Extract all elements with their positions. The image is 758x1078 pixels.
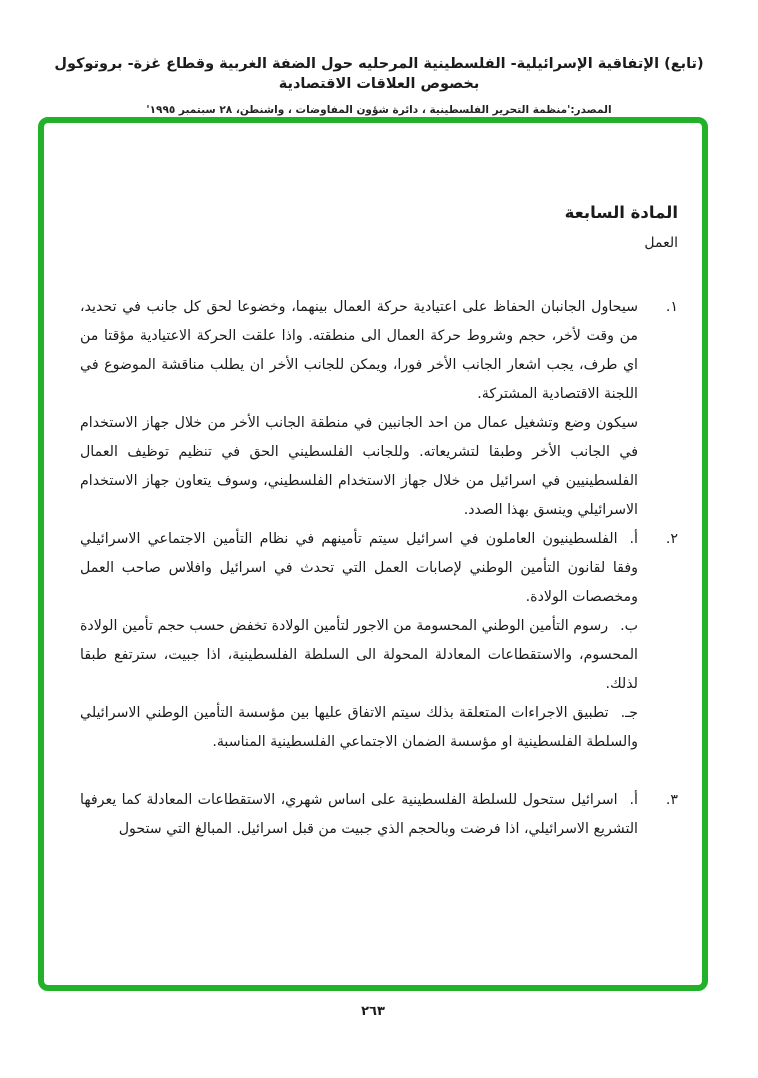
header-source-line: المصدر:'منظمة التحرير الفلسطينية ، دائرة شؤون المفاوضات ، واشنطن، ٢٨ سبتمبر ١٩٩٥' <box>146 104 612 116</box>
item-text: تطبيق الاجراءات المتعلقة بذلك سيتم الاتفاق عليها بين مؤسسة التأمين الوطني الاسرائيلي والسلطة الفلسطينية او مؤسسة الضمان الاجتماعي الفلسطينية المناسبة. <box>80 705 638 750</box>
item-letter: ب. <box>620 618 638 634</box>
article-body <box>80 293 678 844</box>
item-number: ١. <box>665 299 678 315</box>
article-content <box>80 203 678 844</box>
item-text: الفلسطينيون العاملون في اسرائيل سيتم تأمينهم في نظام التأمين الاجتماعي الاسرائيلي وفقا لقانون التأمين الوطني لإصابات العمل التي تحدث في اسرائيل وافلاس صاحب العمل ومخصصات الولادة. <box>80 531 638 605</box>
item-text: رسوم التأمين الوطني المحسومة من الاجور لتأمين الولادة تخفض حسب حجم تأمين الولادة المحسوم، والاستقطاعات المعادلة المحولة الى السلطة الفلسطينية، اذا جبيت، سترتفع طبقا لذلك. <box>80 618 638 692</box>
item-text: سيكون وضع وتشغيل عمال من احد الجانبين في منطقة الجانب الأخر من خلال جهاز الاستخدام في الجانب الأخر وطبقا لتشريعاته. وللجانب الفلسطيني الحق في تنظيم توظيف العمال الفلسطينيين في اسرائيل من خلال جهاز الاستخدام الفلسطيني، وسوف يتعاون جهاز الاستخدام الاسرائيلي وينسق بهذا الصدد. <box>80 415 638 518</box>
list-item <box>80 525 678 612</box>
item-text: اسرائيل ستحول للسلطة الفلسطينية على اساس شهري، الاستقطاعات المعادلة كما يعرفها التشريع الاسرائيلي، اذا فرضت وبالحجم الذي جبيت من قبل اسرائيل. المبالغ التي ستحول <box>80 792 638 837</box>
list-item <box>80 612 678 699</box>
green-frame-box <box>38 117 708 991</box>
document-header <box>0 54 758 116</box>
article-title: المادة السابعة <box>564 203 678 222</box>
list-item <box>80 699 678 757</box>
list-item <box>80 293 678 409</box>
item-text: سيحاول الجانبان الحفاظ على اعتيادية حركة العمال بينهما، وخضوعا لحق كل جانب في تحديد، من وقت لأخر، حجم وشروط حركة العمال الى منطقته. واذا علقت الحركة الاعتيادية مؤقتا من اي طرف، يجب اشعار الجانب الأخر فورا، ويمكن للجانب الأخر ان يطلب مناقشة الموضوع في اللجنة الاقتصادية المشتركة. <box>80 299 638 402</box>
item-letter: أ. <box>629 792 638 808</box>
item-letter: أ. <box>629 531 638 547</box>
header-title: (تابع) الإتفاقية الإسرائيلية- الفلسطينية المرحليه حول الضفة الغربية وقطاع غزة- بروتوكول بخصوص العلاقات الاقتصادية <box>54 56 704 92</box>
item-number: ٣. <box>665 792 678 808</box>
list-item <box>80 786 678 844</box>
page-number: ٢٦٣ <box>361 1004 385 1019</box>
article-subtitle: العمل <box>644 235 678 251</box>
list-item <box>80 409 678 525</box>
item-number: ٢. <box>665 531 678 547</box>
item-letter: جـ. <box>620 705 638 721</box>
